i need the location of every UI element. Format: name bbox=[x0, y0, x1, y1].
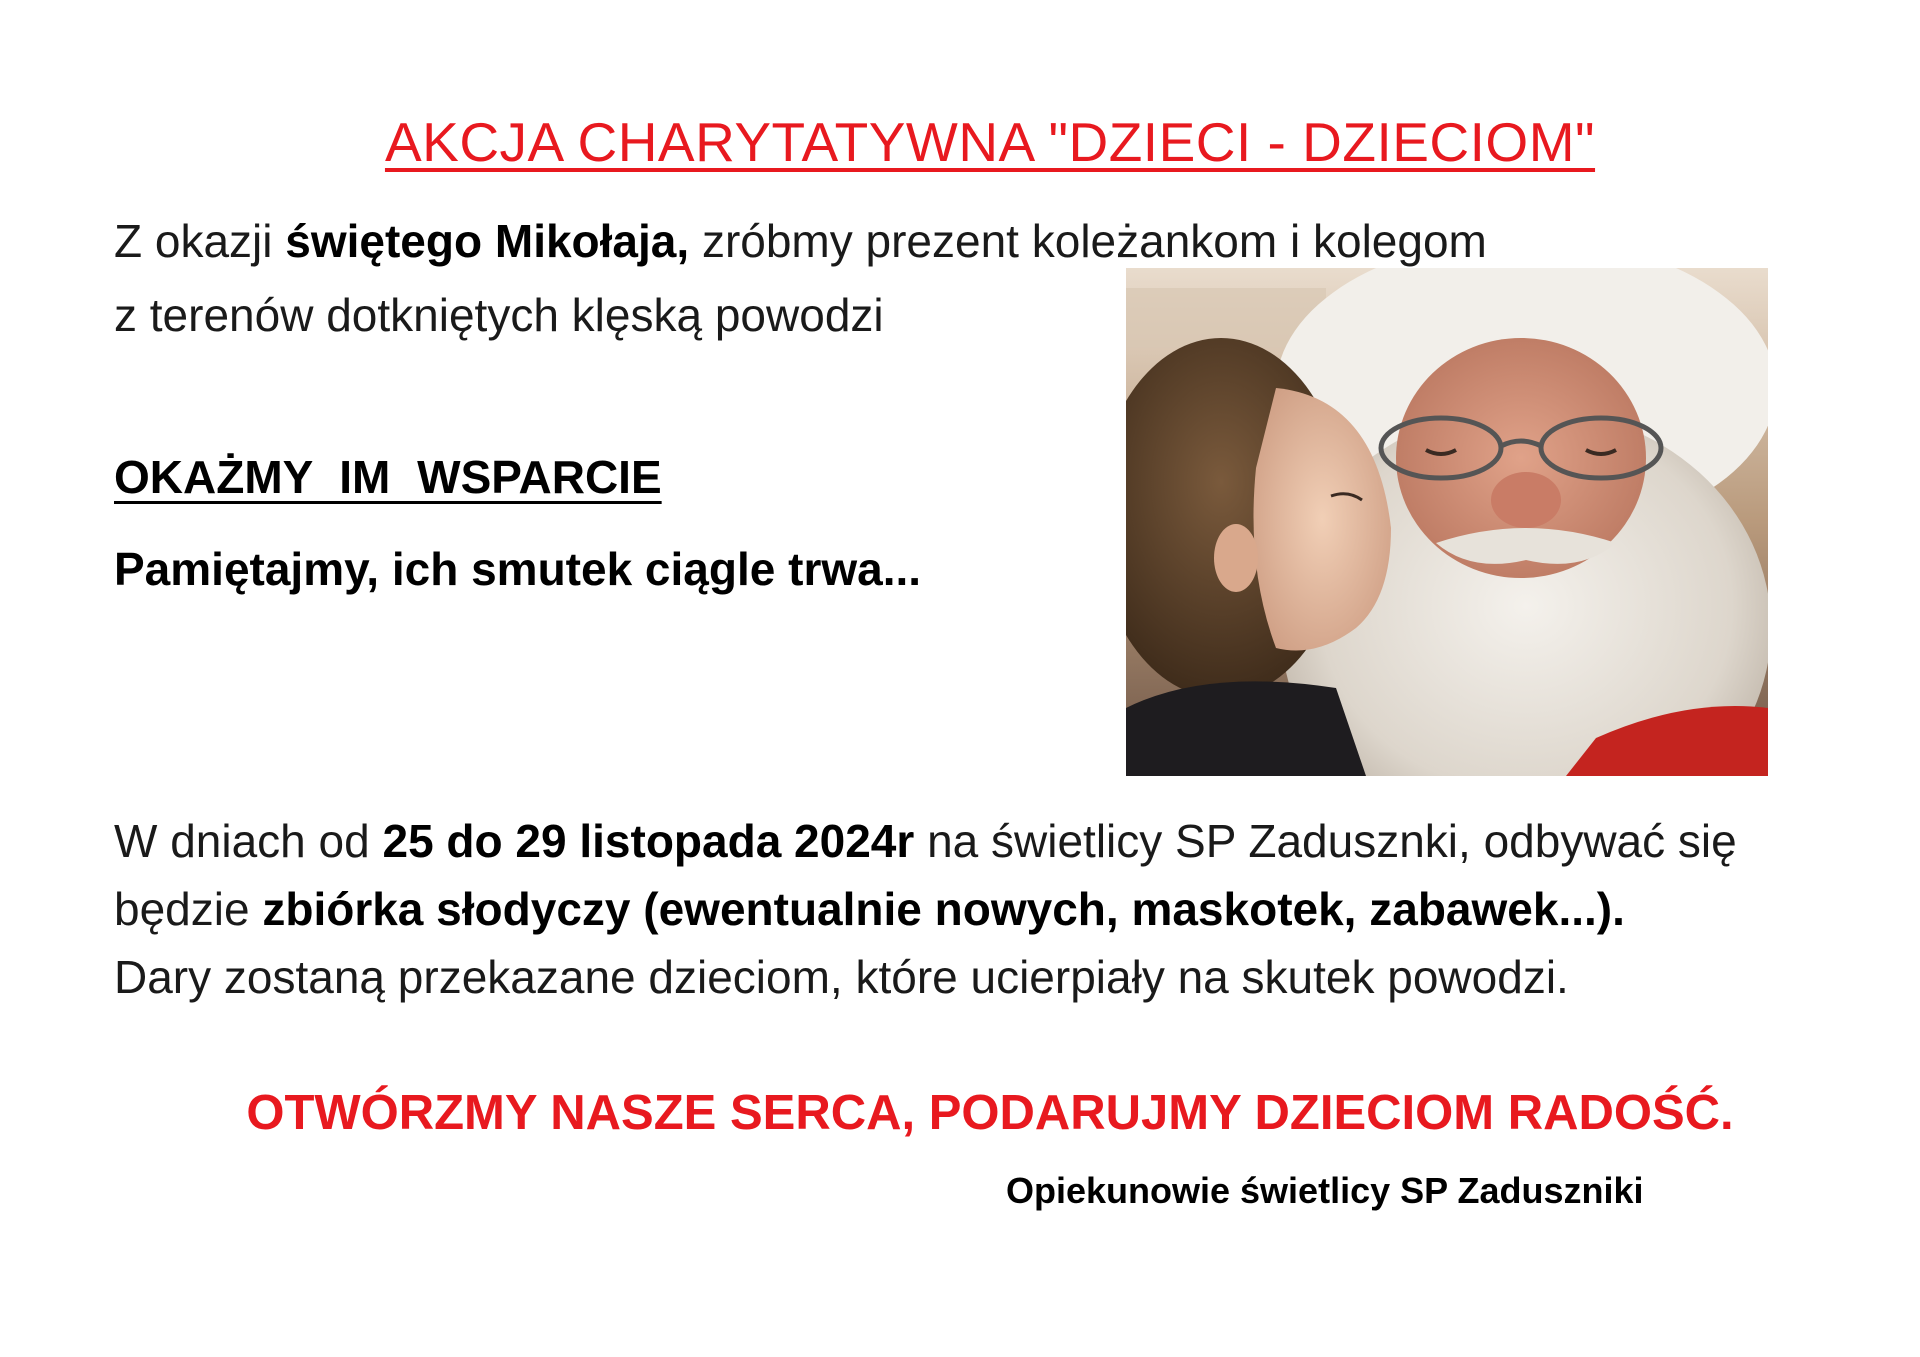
signature: Opiekunowie świetlicy SP Zaduszniki bbox=[1006, 1170, 1644, 1211]
dates-text: W dniach od bbox=[114, 815, 383, 867]
dates-emphasis: 25 do 29 listopada 2024r bbox=[382, 815, 915, 867]
call-to-action: OTWÓRZMY NASZE SERCA, PODARUJMY DZIECIOM RADOŚĆ. bbox=[246, 1086, 1734, 1140]
gifts-line: Dary zostaną przekazane dzieciom, które ucierpiały na skutek powodzi. bbox=[114, 951, 1569, 1003]
collect-emphasis: zbiórka słodyczy (ewentualnie nowych, maskotek, zabawek...). bbox=[262, 883, 1625, 935]
remember-line: Pamiętajmy, ich smutek ciągle trwa... bbox=[114, 543, 922, 595]
intro-line-2: z terenów dotkniętych klęską powodzi bbox=[114, 289, 884, 341]
support-heading: OKAŻMY IM WSPARCIE bbox=[114, 451, 662, 503]
collection-dates-line bbox=[114, 812, 1737, 870]
intro-emphasis: świętego Mikołaja, bbox=[285, 215, 690, 267]
intro-text: zróbmy prezent koleżankom i kolegom bbox=[689, 215, 1487, 267]
santa-with-child-photo bbox=[1126, 268, 1768, 776]
collection-items-line bbox=[114, 880, 1625, 938]
intro-line-1 bbox=[114, 212, 1487, 270]
flyer-title: AKCJA CHARYTATYWNA "DZIECI - DZIECIOM" bbox=[384, 111, 1596, 173]
dates-text: na świetlicy SP Zadusznki, odbywać się bbox=[914, 815, 1737, 867]
collect-text: będzie bbox=[114, 883, 263, 935]
intro-text: Z okazji bbox=[114, 215, 286, 267]
